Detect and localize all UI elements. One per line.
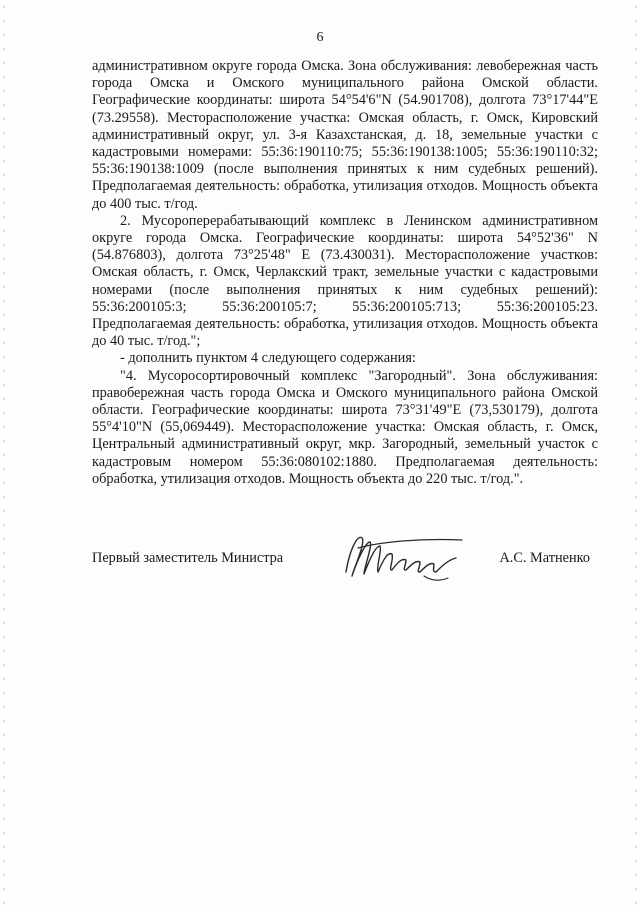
left-edge-dots [3, 0, 5, 905]
right-edge-dots [635, 0, 637, 905]
paragraph-item-4: "4. Мусоросортировочный комплекс "Загородный". Зона обслуживания: правобережная часть города Омска и Омского муниципального района Омской области. Географические координаты: широта 73°31'49"E (73,530179), долгота 55°4'10"N (55,069449). Месторасположение участка: Омская область, г. Омск, Центральный административный округ, мкр. Загородный, земельный участок с кадастровым номером 55:36:080102:1880. Предполагаемая деятельность: обработка, утилизация отходов. Мощность объекта до 220 тыс. т/год.". [92, 367, 598, 487]
paragraph-addition-note: - дополнить пунктом 4 следующего содержания: [120, 350, 416, 367]
signature-block [92, 540, 598, 600]
document-body [92, 58, 598, 488]
page-number: 6 [316, 30, 324, 45]
paragraph-continuation: административном округе города Омска. Зона обслуживания: левобережная часть города Омска и Омского муниципального района Омской области. Географические координаты: широта 54°54'6"N (54.901708), долгота 73°17'44"E (73.29558). Месторасположение участка: Омская область, г. Омск, Кировский административный округ, ул. 3-я Казахстанская, д. 18, земельные участки с кадастровыми номерами: 55:36:190110:75; 55:36:190138:1005; 55:36:190110:32; 55:36:190138:1009 (после выполнения принятых к ним судебных решений). Предполагаемая деятельность: обработка, утилизация отходов. Мощность объекта до 400 тыс. т/год. [92, 58, 598, 212]
signatory-position: Первый заместитель Министра [92, 550, 284, 566]
paragraph-item-2: 2. Мусороперерабатывающий комплекс в Ленинском административном округе города Омска. Географические координаты: широта 54°52'36" N (54.876803), долгота 73°25'48" E (73.430031). Месторасположение участков: Омская область, г. Омск, Черлакский тракт, земельные участки с кадастровыми номерами (после выполнения принятых к ним судебных решений): 55:36:200105:3; 55:36:200105:7; 55:36:200105:713; 55:36:200105:23. Предполагаемая деятельность: обработка, утилизация отходов. Мощность объекта до 40 тыс. т/год."; [92, 212, 598, 350]
handwritten-signature [340, 528, 470, 588]
signatory-name: А.С. Матненко [499, 550, 590, 566]
